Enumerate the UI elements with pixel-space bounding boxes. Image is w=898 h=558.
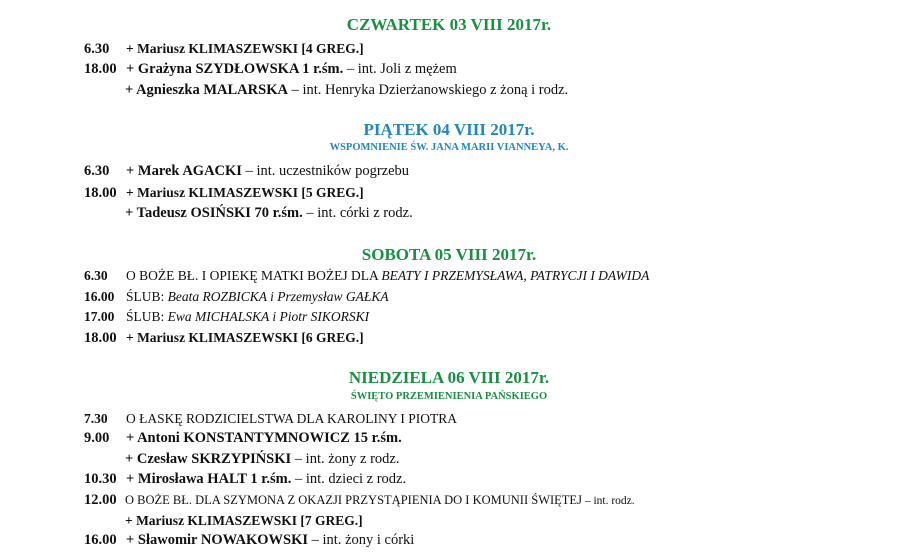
mass-row	[84, 306, 369, 327]
mass-intention: + Sławomir NOWAKOWSKI	[126, 532, 309, 548]
day-subtitle-friday: WSPOMNIENIE ŚW. JANA MARII VIANNEYA, K.	[329, 142, 569, 153]
mass-row	[84, 428, 402, 449]
mass-intention-note: – int. dzieci z rodz.	[291, 471, 407, 487]
mass-row	[84, 469, 406, 490]
mass-row	[84, 38, 364, 59]
day-title-friday: PIĄTEK 04 VIII 2017r.	[363, 120, 535, 139]
mass-row	[84, 490, 635, 511]
mass-intention-note: – int. rodz.	[581, 495, 635, 507]
mass-time: 16.00	[84, 532, 117, 548]
mass-names: Beata ROZBICKA i Przemysław GAŁKA	[167, 289, 389, 304]
mass-row	[125, 510, 363, 531]
mass-time: 12.00	[84, 492, 117, 508]
mass-intention: + Marek AGACKI	[126, 163, 242, 179]
mass-row	[125, 203, 413, 224]
mass-intention-note: – int. córki z rodz.	[302, 205, 413, 221]
mass-time: 6.30	[84, 41, 110, 57]
mass-intention: O BOŻE BŁ. DLA SZYMONA Z OKAZJI PRZYSTĄPIENIA DO I KOMUNII ŚWIĘTEJ	[125, 493, 582, 507]
mass-intention-note: – int. uczestników pogrzebu	[241, 163, 410, 179]
mass-intention: + Antoni KONSTANTYMNOWICZ 15 r.śm.	[126, 430, 402, 446]
day-title-thursday: CZWARTEK 03 VIII 2017r.	[346, 15, 552, 34]
mass-time: 10.30	[84, 471, 117, 487]
mass-time: 18.00	[84, 185, 117, 201]
mass-time: 18.00	[84, 61, 117, 77]
mass-row	[84, 265, 649, 286]
mass-row	[84, 327, 364, 348]
mass-row	[84, 161, 409, 182]
mass-row	[84, 182, 364, 203]
mass-intention: + Agnieszka MALARSKA	[125, 82, 288, 98]
mass-intention: + Czesław SKRZYPIŃSKI	[125, 451, 292, 467]
mass-row	[84, 530, 414, 551]
mass-intention-note: – int. Henryka Dzierżanowskiego z żoną i rodz.	[287, 82, 569, 98]
day-title-saturday: SOBOTA 05 VIII 2017r.	[361, 245, 537, 264]
mass-row	[84, 408, 457, 429]
day-title-sunday: NIEDZIELA 06 VIII 2017r.	[348, 368, 550, 387]
mass-row	[125, 80, 568, 101]
mass-time: 7.30	[84, 411, 108, 426]
mass-intention: ŚLUB:	[126, 309, 168, 324]
mass-intention-note: – int. żony i córki	[308, 532, 415, 548]
mass-time: 18.00	[84, 330, 117, 346]
mass-intention: ŚLUB:	[126, 289, 168, 304]
mass-names: Ewa MICHALSKA i Piotr SIKORSKI	[167, 309, 370, 324]
mass-time: 6.30	[84, 163, 110, 179]
mass-time: 16.00	[84, 289, 115, 304]
mass-intention: + Mariusz KLIMASZEWSKI [4 GREG.]	[126, 41, 364, 56]
mass-intention: + Tadeusz OSIŃSKI 70 r.śm.	[125, 205, 303, 221]
mass-time: 6.30	[84, 268, 108, 283]
mass-intention: + Mariusz KLIMASZEWSKI [5 GREG.]	[126, 185, 364, 200]
mass-intention-note: – int. żony z rodz.	[291, 451, 400, 467]
mass-time: 9.00	[84, 430, 110, 446]
mass-intention: O BOŻE BŁ. I OPIEKĘ MATKI BOŻEJ DLA	[126, 268, 382, 283]
mass-intention: + Mariusz KLIMASZEWSKI [6 GREG.]	[126, 330, 364, 345]
mass-intention-note: – int. Joli z mężem	[343, 61, 457, 77]
mass-row	[125, 449, 400, 470]
mass-intention: + Grażyna SZYDŁOWSKA 1 r.śm.	[126, 61, 344, 77]
mass-intention: O ŁASKĘ RODZICIELSTWA DLA KAROLINY I PIOTRA	[126, 411, 457, 426]
mass-row	[84, 59, 457, 80]
day-subtitle-sunday: ŚWIĘTO PRZEMIENIENIA PAŃSKIEGO	[350, 391, 548, 402]
mass-intention: + Mirosława HALT 1 r.śm.	[126, 471, 292, 487]
mass-row	[84, 286, 389, 307]
mass-intention: + Mariusz KLIMASZEWSKI [7 GREG.]	[125, 513, 363, 528]
mass-names: BEATY I PRZEMYSŁAWA, PATRYCJI I DAWIDA	[381, 268, 650, 283]
mass-time: 17.00	[84, 309, 115, 324]
